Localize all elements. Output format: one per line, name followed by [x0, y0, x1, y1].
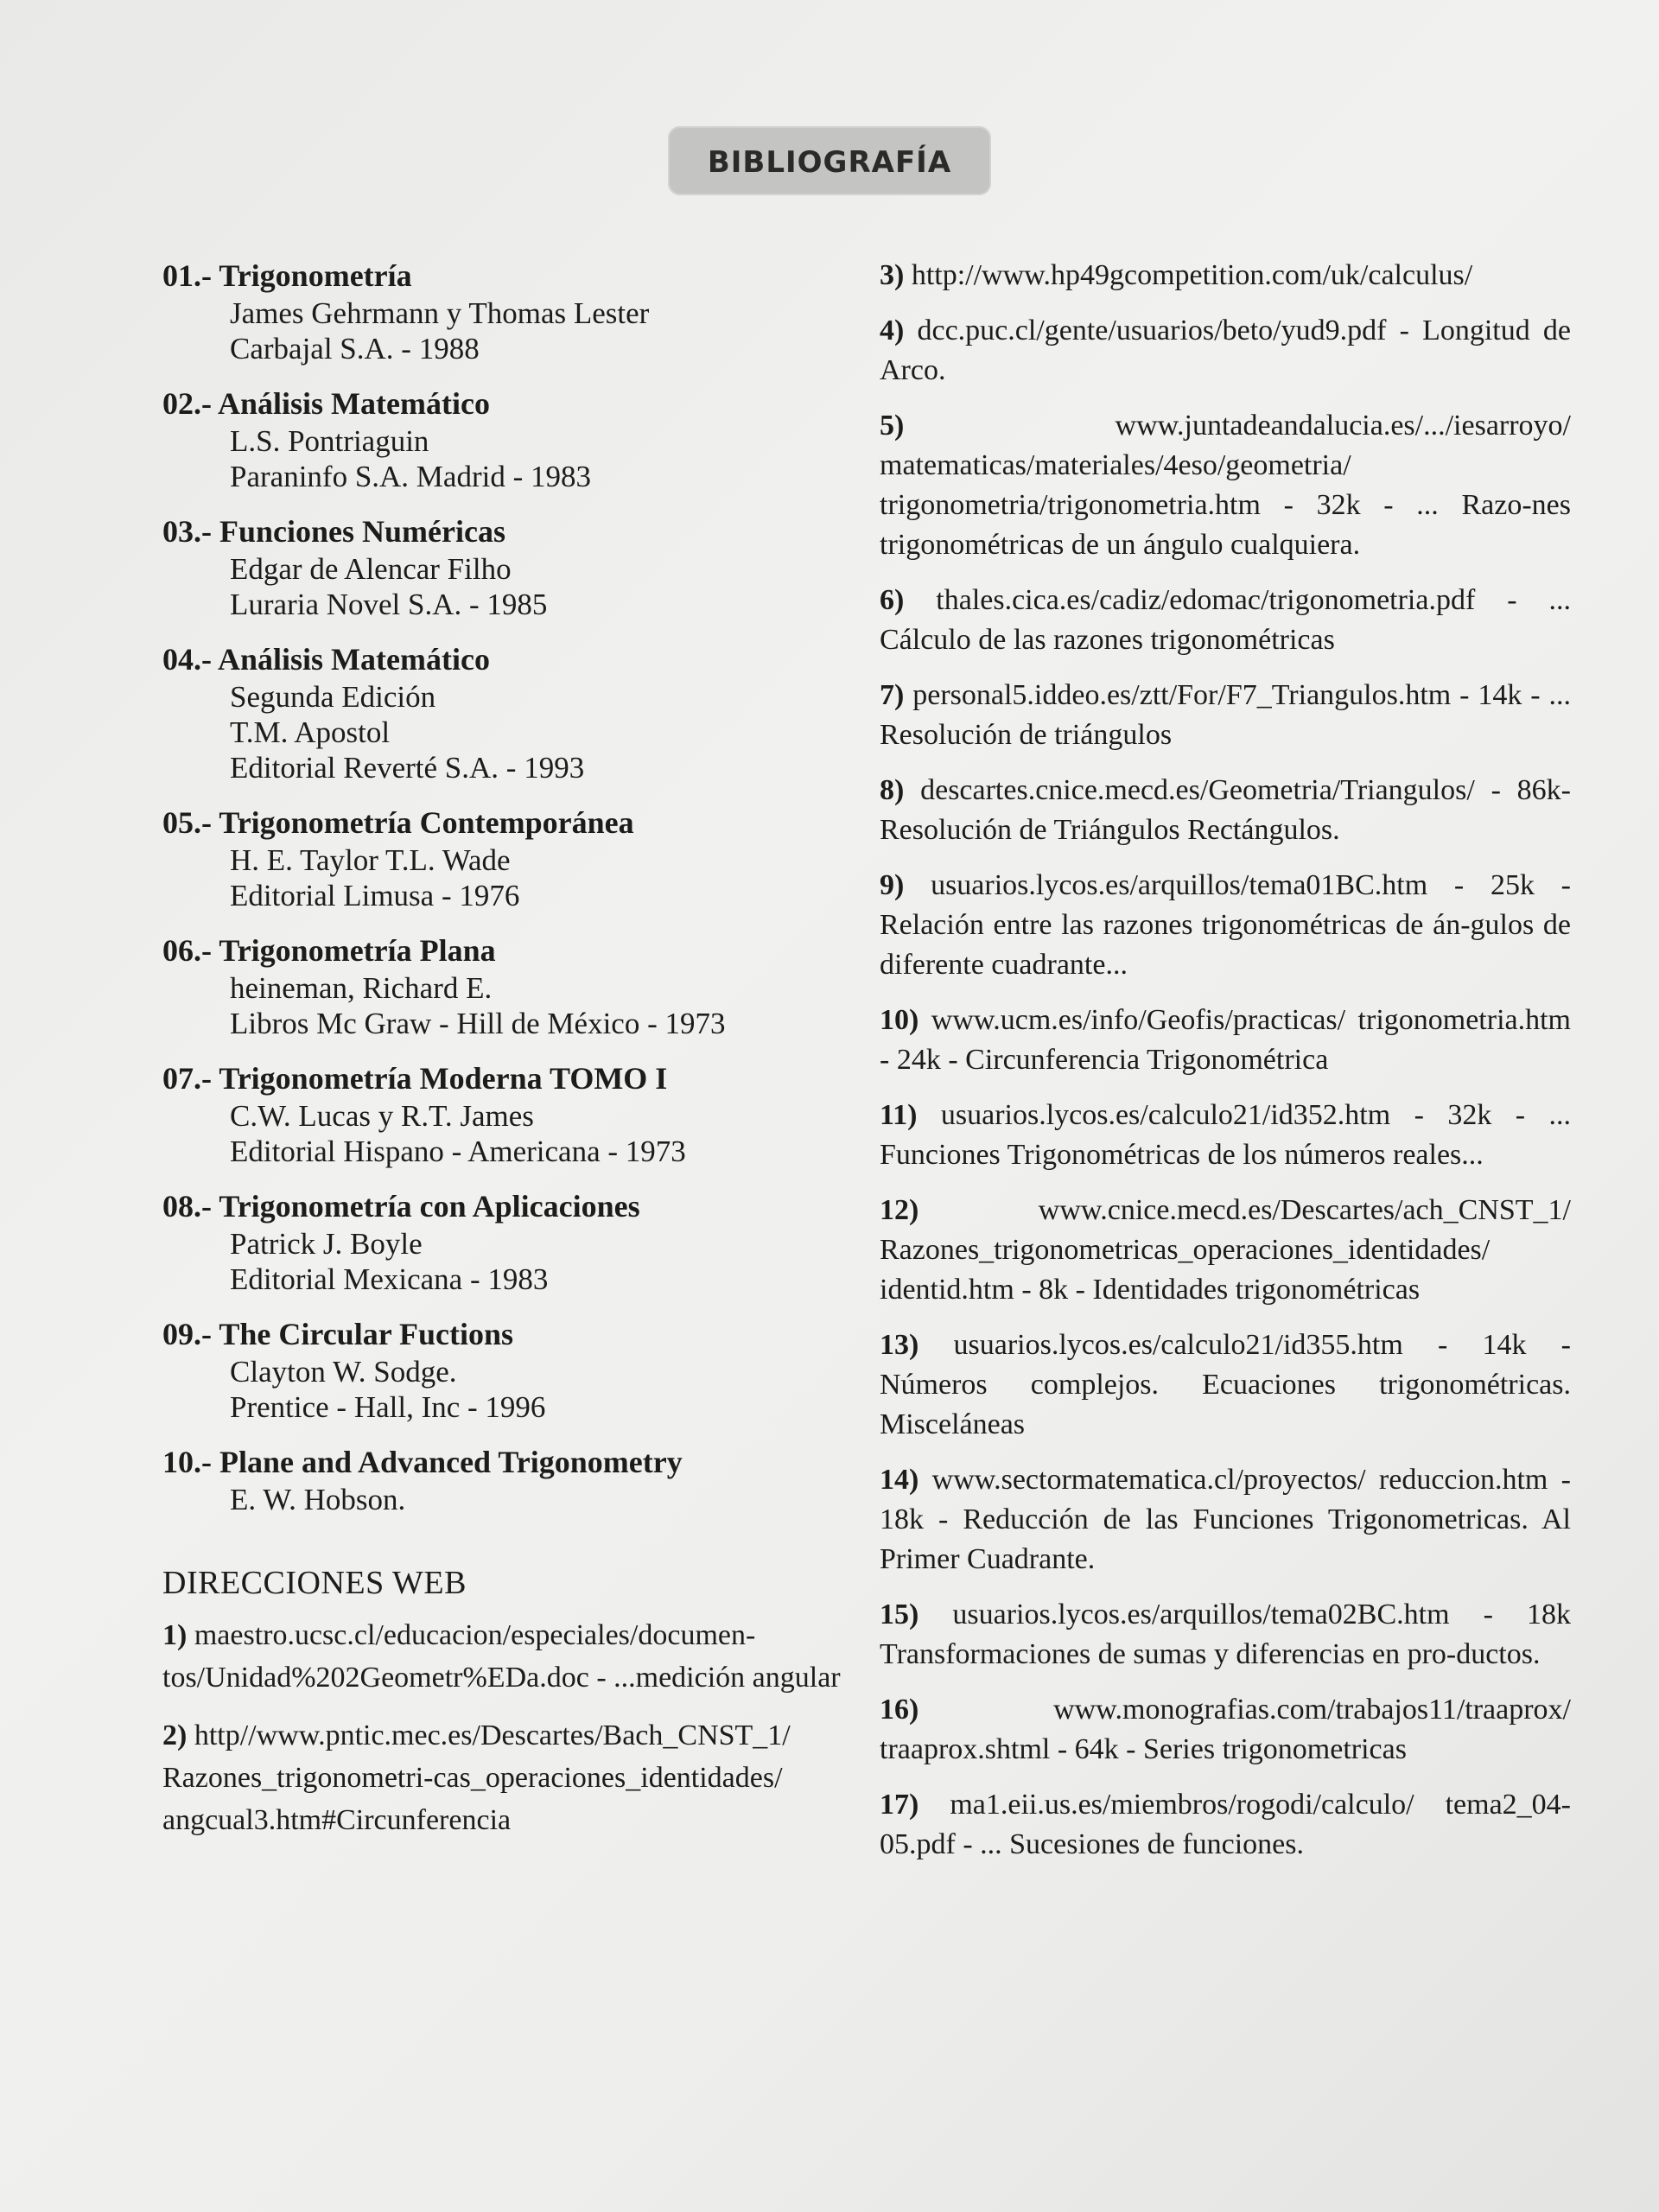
book-details: [162, 1226, 854, 1297]
web-item-number: 6): [880, 584, 905, 616]
web-item-text: http//www.pntic.mec.es/Descartes/Bach_CNST_1/ Razones_trigonometri-cas_operaciones_identidades/ angcual3.htm#Circunferencia: [162, 1719, 791, 1836]
book-title-text: Trigonometría Moderna TOMO I: [219, 1061, 668, 1096]
web-heading: DIRECCIONES WEB: [162, 1565, 467, 1601]
web-item-number: 5): [880, 410, 905, 442]
book-detail-line: Prentice - Hall, Inc - 1996: [230, 1390, 546, 1424]
web-address-item: [162, 1714, 854, 1841]
web-item-number: 14): [880, 1464, 919, 1496]
book-detail-line: Clayton W. Sodge.: [230, 1355, 457, 1389]
web-list-right: [880, 256, 1571, 1865]
book-title: [162, 1058, 854, 1098]
web-item-number: 17): [880, 1789, 919, 1821]
web-address-item: [880, 1460, 1571, 1580]
web-address-item: [880, 1595, 1571, 1675]
web-address-item: [880, 581, 1571, 660]
web-item-number: 3): [880, 259, 905, 291]
book-number: 02.-: [162, 386, 212, 421]
book-details: [162, 970, 854, 1041]
book-detail-line: heineman, Richard E.: [230, 971, 493, 1005]
web-item-text: thales.cica.es/cadiz/edomac/trigonometria.pdf - ... Cálculo de las razones trigonométricas: [880, 584, 1572, 656]
book-entry: [162, 931, 854, 1041]
book-entry: [162, 1442, 854, 1517]
web-item-number: 1): [162, 1619, 188, 1651]
book-title: [162, 1314, 854, 1354]
left-column: [162, 256, 854, 1857]
book-number: 04.-: [162, 642, 212, 677]
book-detail-line: Patrick J. Boyle: [230, 1227, 423, 1261]
web-item-text: www.juntadeandalucia.es/.../iesarroyo/ matematicas/materiales/4eso/geometria/ trigonometria/trigonometria.htm - 32k - ... Razo-nes trigonométricas de un ángulo cualquiera.: [880, 410, 1571, 561]
web-item-number: 11): [880, 1099, 918, 1131]
web-item-text: maestro.ucsc.cl/educacion/especiales/documen-tos/Unidad%202Geometr%EDa.doc - ...medición angular: [162, 1619, 841, 1694]
web-item-number: 9): [880, 869, 905, 901]
book-title: [162, 931, 854, 970]
web-item-number: 16): [880, 1694, 919, 1726]
book-number: 07.-: [162, 1061, 212, 1096]
book-entry: [162, 1314, 854, 1425]
book-detail-line: Editorial Mexicana - 1983: [230, 1262, 549, 1296]
book-entry: [162, 1058, 854, 1169]
book-number: 09.-: [162, 1317, 212, 1351]
book-detail-line: Luraria Novel S.A. - 1985: [230, 588, 548, 621]
web-address-item: [880, 406, 1571, 565]
web-address-item: [162, 1614, 854, 1699]
book-detail-line: Carbajal S.A. - 1988: [230, 332, 480, 365]
book-detail-line: Paraninfo S.A. Madrid - 1983: [230, 460, 592, 493]
book-title-text: Trigonometría con Aplicaciones: [219, 1189, 640, 1224]
book-title-text: Trigonometría: [219, 258, 412, 293]
book-details: [162, 679, 854, 785]
web-item-text: usuarios.lycos.es/arquillos/tema02BC.htm - 18k Transformaciones de sumas y diferencias en pro-ductos.: [880, 1599, 1571, 1670]
book-entry: [162, 384, 854, 494]
book-detail-line: H. E. Taylor T.L. Wade: [230, 843, 511, 877]
book-number: 10.-: [162, 1445, 212, 1479]
book-detail-line: Editorial Limusa - 1976: [230, 879, 520, 912]
book-title: [162, 1186, 854, 1226]
book-detail-line: James Gehrmann y Thomas Lester: [230, 296, 650, 330]
web-address-item: [880, 1785, 1571, 1865]
book-details: [162, 842, 854, 913]
web-item-number: 7): [880, 679, 905, 711]
web-item-number: 8): [880, 774, 905, 806]
book-number: 08.-: [162, 1189, 212, 1224]
book-title-text: Análisis Matemático: [218, 642, 490, 677]
web-item-text: personal5.iddeo.es/ztt/For/F7_Triangulos.htm - 14k - ... Resolución de triángulos: [880, 679, 1571, 751]
web-address-item: [880, 1690, 1571, 1770]
web-item-text: http://www.hp49gcompetition.com/uk/calculus/: [911, 259, 1473, 291]
book-details: [162, 423, 854, 494]
book-entry: [162, 803, 854, 913]
book-title-text: Trigonometría Plana: [219, 933, 496, 968]
book-title: [162, 256, 854, 296]
web-item-text: usuarios.lycos.es/calculo21/id355.htm - 14k - Números complejos. Ecuaciones trigonométricas. Misceláneas: [880, 1329, 1571, 1440]
book-details: [162, 551, 854, 622]
web-item-number: 15): [880, 1599, 919, 1630]
web-item-number: 13): [880, 1329, 919, 1361]
book-entry: [162, 512, 854, 622]
web-item-number: 10): [880, 1004, 919, 1036]
page-title: BIBLIOGRAFÍA: [668, 126, 991, 195]
book-entry: [162, 1186, 854, 1297]
book-title: [162, 803, 854, 842]
book-details: [162, 1098, 854, 1169]
book-title: [162, 1442, 854, 1482]
web-item-text: www.cnice.mecd.es/Descartes/ach_CNST_1/ Razones_trigonometricas_operaciones_identidades/ identid.htm - 8k - Identidades trigonométricas: [880, 1194, 1571, 1306]
web-item-number: 2): [162, 1719, 188, 1751]
book-detail-line: C.W. Lucas y R.T. James: [230, 1099, 534, 1133]
book-detail-line: T.M. Apostol: [230, 715, 391, 749]
web-address-item: [880, 1325, 1571, 1445]
book-details: [162, 296, 854, 366]
book-detail-line: Libros Mc Graw - Hill de México - 1973: [230, 1007, 726, 1040]
web-address-item: [880, 771, 1571, 850]
book-title: [162, 384, 854, 423]
book-details: [162, 1482, 854, 1517]
web-address-item: [880, 1001, 1571, 1080]
book-detail-line: Segunda Edición: [230, 680, 436, 714]
book-title-text: Plane and Advanced Trigonometry: [219, 1445, 683, 1479]
book-title: [162, 639, 854, 679]
web-item-text: dcc.puc.cl/gente/usuarios/beto/yud9.pdf - Longitud de Arco.: [880, 315, 1571, 386]
book-title-text: Análisis Matemático: [218, 386, 490, 421]
book-title-text: Funciones Numéricas: [219, 514, 505, 549]
web-item-text: www.sectormatematica.cl/proyectos/ reduccion.htm - 18k - Reducción de las Funciones Trigonometricas. Al Primer Cuadrante.: [880, 1464, 1571, 1575]
web-address-item: [880, 311, 1571, 391]
web-item-text: usuarios.lycos.es/calculo21/id352.htm - 32k - ... Funciones Trigonométricas de los números reales...: [880, 1099, 1571, 1171]
web-address-item: [880, 676, 1571, 755]
right-column: [880, 256, 1571, 1880]
book-title-text: Trigonometría Contemporánea: [219, 805, 634, 840]
book-details: [162, 1354, 854, 1425]
title-wrap: [0, 126, 1659, 195]
web-item-text: descartes.cnice.mecd.es/Geometria/Triangulos/ - 86k- Resolución de Triángulos Rectángulos.: [880, 774, 1571, 846]
web-item-number: 12): [880, 1194, 919, 1226]
book-detail-line: Editorial Reverté S.A. - 1993: [230, 751, 585, 785]
web-item-text: www.monografias.com/trabajos11/traaprox/ traaprox.shtml - 64k - Series trigonometricas: [880, 1694, 1571, 1765]
book-title: [162, 512, 854, 551]
book-number: 05.-: [162, 805, 212, 840]
book-entry: [162, 639, 854, 785]
web-address-item: [880, 256, 1571, 296]
web-list-left: [162, 1614, 854, 1841]
web-item-text: usuarios.lycos.es/arquillos/tema01BC.htm - 25k - Relación entre las razones trigonométricas de án-gulos de diferente cuadrante...: [880, 869, 1571, 981]
web-address-item: [880, 866, 1571, 985]
web-address-item: [880, 1191, 1571, 1310]
book-number: 01.-: [162, 258, 212, 293]
book-entry: [162, 256, 854, 366]
web-item-text: www.ucm.es/info/Geofis/practicas/ trigonometria.htm - 24k - Circunferencia Trigonométrica: [880, 1004, 1571, 1076]
book-detail-line: L.S. Pontriaguin: [230, 424, 429, 458]
web-item-text: ma1.eii.us.es/miembros/rogodi/calculo/ tema2_04-05.pdf - ... Sucesiones de funciones.: [880, 1789, 1571, 1860]
book-title-text: The Circular Fuctions: [219, 1317, 514, 1351]
book-list: [162, 256, 854, 1517]
book-number: 06.-: [162, 933, 212, 968]
book-number: 03.-: [162, 514, 212, 549]
book-detail-line: Editorial Hispano - Americana - 1973: [230, 1135, 686, 1168]
book-detail-line: Edgar de Alencar Filho: [230, 552, 512, 586]
book-detail-line: E. W. Hobson.: [230, 1483, 406, 1516]
web-item-number: 4): [880, 315, 905, 346]
web-address-item: [880, 1096, 1571, 1175]
